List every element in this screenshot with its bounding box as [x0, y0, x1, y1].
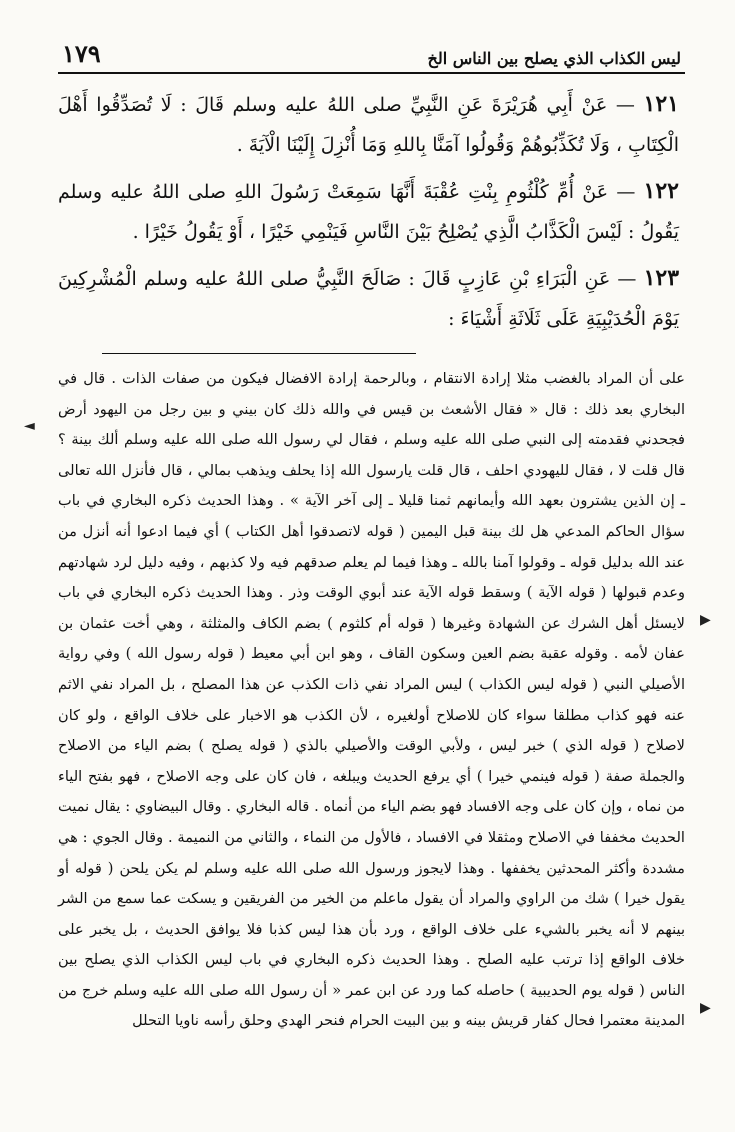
commentary-line: لايجوز ورسول الله صلى الله عليه وسلم لم يكن يلحن ( قوله أو يقول خيرا ) شك من الراوي	[58, 859, 685, 908]
hadith-dash: —	[608, 181, 636, 203]
commentary-line: والمراد أن يقول ماعلم من الخير من الفريقين و يسكت عما سمع من الشر بينهم لا أنه يخبر بالشيء	[58, 890, 686, 938]
page-number: ١٧٩	[62, 39, 101, 68]
commentary-line: الواقع ، ولو كان لاصلاح ( قوله الذي ) خبر ليس ، ولأبي الوقت والأصيلي بالذي ( قوله يصلح )	[58, 706, 686, 755]
hadith-text: عَنْ أَبِي هُرَيْرَةَ عَنِ النَّبِيِّ صلى اللهُ عليه وسلم قَالَ : لَا تُصَدِّقُوا أَهْلَ الْكِتَابِ ، وَلَا تُكَذِّبُوهُمْ وَقُولُوا آمَنَّا بِاللهِ وَمَا أُنْزِلَ إِلَيْنَا الْآيَةَ .	[58, 94, 679, 156]
commentary-line: أنماه . قاله البخاري . وقال البيضاوي : يقال نميت الحديث مخففا في الاصلاح ومثقلا في الافساد ،	[58, 798, 685, 846]
commentary-line: الآية عند أبوي الوقت وذر . وهذا الحديث ذكره البخاري في باب لايسئل أهل الشرك عن	[58, 584, 685, 632]
hadith-123	[58, 258, 679, 339]
hadith-block	[58, 84, 685, 339]
commentary-line: على أن المراد بالغضب مثلا إرادة الانتقام ، وبالرحمة إرادة الافضال فيكون من صفات الذات . قال	[83, 370, 685, 387]
commentary-line: لم يعلم صدقهم فيه ولا كذبهم ، وفيه دليل لرد شهادتهم وعدم قبولها ( قوله الآية ) وسقط قوله	[58, 553, 685, 602]
running-header	[58, 30, 685, 74]
commentary-line: بضم الياء من الاصلاح والجملة صفة ( قوله فينمي خيرا ) أي يرفع الحديث ويبلغه ، فان كان	[58, 737, 686, 785]
margin-mark-icon: ◄	[24, 418, 35, 434]
commentary-line: ترتب عليه الصلح . وهذا الحديث ذكره البخاري في باب ليس الكذاب الذي يصلح بين الناس	[58, 951, 686, 999]
commentary	[58, 364, 685, 1037]
hadith-number: ١٢١	[643, 91, 679, 117]
margin-mark-icon: ▶	[700, 612, 711, 628]
commentary-line: الشهادة وغيرها ( قوله أم كلثوم ) بضم الكاف والمثلثة ، وهي أخت عثمان بن عفان لأمه .	[58, 614, 685, 663]
commentary-line: بينة ؟ قال قلت لا ، فقال لليهودي احلف ، قال قلت يارسول الله إذا يحلف ويذهب بمالي ، قال	[58, 431, 686, 479]
hadith-text: عَنْ أُمِّ كُلْثُومِ بِنْتِ عُقْبَةَ أَنَّهَا سَمِعَتْ رَسُولَ اللهِ صلى اللهُ عليه وسلم يَقُولُ : لَيْسَ الْكَذَّابُ الَّذِي يُصْلِحُ بَيْنَ النَّاسِ فَيَنْمِي خَيْرًا ، أَوْ يَقُولُ خَيْرًا .	[58, 181, 679, 243]
hadith-number: ١٢٢	[643, 178, 679, 204]
commentary-line: المدينة معتمرا فحال كفار قريش بينه و بين البيت الحرام فنحر الهدي وحلق رأسه ناويا التحلل	[132, 1012, 685, 1030]
commentary-line: فالأول من النماء ، والثاني من النميمة . وقال الجوي : هي مشددة وأكثر المحدثين يخففها . وهذا	[58, 828, 686, 877]
hadith-dash: —	[607, 94, 635, 116]
commentary-line: الأصيلي النبي ( قوله ليس الكذاب ) ليس المراد نفي ذات الكذب عن هذا المصلح ، بل المراد	[119, 675, 685, 693]
margin-mark-icon: ▶	[700, 1000, 711, 1016]
hadith-dash: —	[610, 268, 637, 290]
hadith-text: عَنِ الْبَرَاءِ بْنِ عَازِبٍ قَالَ : صَالَحَ النَّبِيُّ صلى اللهُ عليه وسلم الْمُشْرِكِينَ يَوْمَ الْحُدَيْبِيَةِ عَلَى ثَلَاثَةِ أَشْيَاءَ :	[58, 268, 679, 330]
commentary-line: الحديث ذكره البخاري في باب سؤال الحاكم المدعي هل لك بينة قبل اليمين ( قوله لاتصدقوا أهل	[58, 492, 685, 540]
commentary-line: أرض فجحدني فقدمته إلى النبي صلى الله عليه وسلم ، فقال لي رسول الله صلى الله عليه وسلم ألك	[58, 400, 685, 449]
commentary-line: على وجه الاصلاح ، فهو بفتح الياء من نماه ، وإن كان على وجه الافساد فهو بضم الياء من	[58, 767, 685, 816]
separator-rule	[102, 353, 416, 354]
commentary-line: على خلاف الواقع ، ورد بأن هذا ليس كذبا فلا يوافق الحديث ، بل يخبر على خلاف الواقع إذا	[58, 920, 685, 969]
commentary-line: نفي الاثم عنه فهو كذاب مطلقا سواء كان للاصلاح أولغيره ، لأن الكذب هو الاخبار على خلاف	[58, 675, 685, 724]
hadith-121	[58, 84, 679, 165]
commentary-line: فأنزل الله تعالى ـ إن الذين يشترون بعهد الله وأيمانهم ثمنا قليلا ـ إلى آخر الآية » . وهذا	[58, 461, 685, 510]
commentary-line: ( قوله يوم الحديبية ) حاصله كما ورد عن ابن عمر « أن رسول الله صلى الله عليه وسلم خرج من	[58, 981, 645, 999]
running-title: ليس الكذاب الذي يصلح بين الناس الخ	[427, 49, 681, 68]
hadith-number: ١٢٣	[643, 265, 680, 291]
commentary-line: وقوله عقبة بضم العين وسكون القاف ، وهو ابن أبي معيط ( قوله رسول الله ) وفي رواية	[58, 645, 609, 663]
commentary-line: في البخاري بعد ذلك : قال « فقال الأشعث بن قيس في والله ذلك كان بيني و بين رجل من اليهود	[58, 370, 686, 418]
hadith-122	[58, 171, 679, 252]
commentary-line: الكتاب ) أي فيما ادعوا أنه أنزل من عند الله بدليل قوله ـ وقولوا آمنا بالله ـ وهذا فيما	[58, 522, 686, 571]
